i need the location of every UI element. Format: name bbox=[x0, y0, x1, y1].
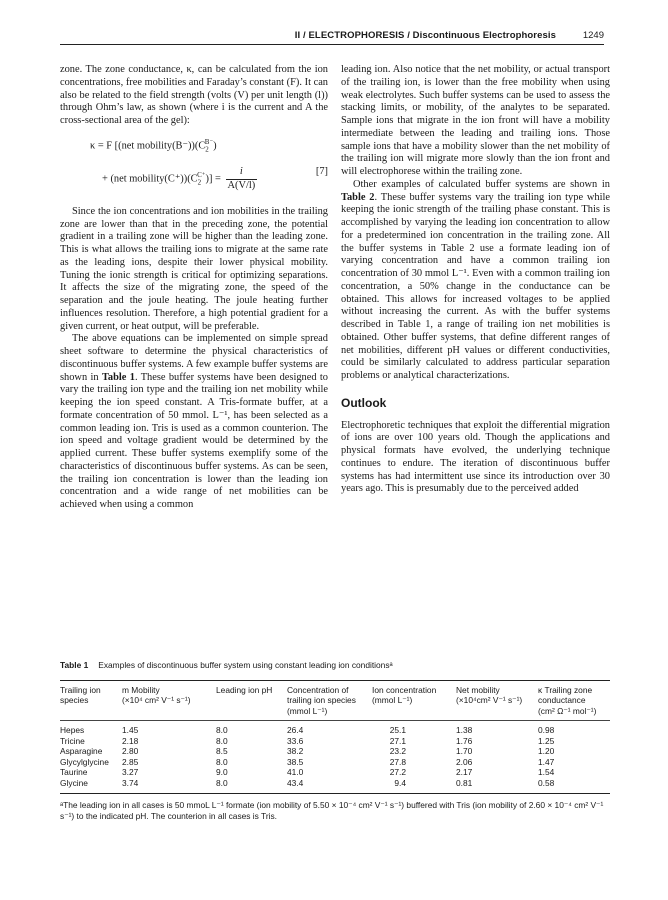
header-cell: Net mobility (×10⁴cm² V⁻¹ s⁻¹) bbox=[456, 684, 523, 705]
table-cell: 25.1 bbox=[389, 725, 406, 735]
table-cell: 23.2 bbox=[389, 746, 406, 756]
table-cell: 8.0 bbox=[216, 735, 228, 746]
running-title: II / ELECTROPHORESIS / Discontinuous Electrophoresis bbox=[294, 30, 556, 41]
left-column bbox=[60, 64, 328, 512]
table-row bbox=[60, 736, 610, 747]
table-cell: Glycylglycine bbox=[60, 756, 109, 767]
table-cell: 38.2 bbox=[287, 746, 304, 756]
left-paragraph-1: zone. The zone conductance, κ, can be calculated from the ion concentrations, free mobilities and Faraday’s constant (F). It can also be related to the field strength (volts (V) per unit length (l)) through Ohm’s law, as shown (where i is the current and A the cross-sectional area of the gel): bbox=[60, 64, 328, 126]
table-cell: Asparagine bbox=[60, 746, 103, 756]
table-header-row bbox=[60, 681, 610, 721]
right-paragraph-1: leading ion. Also notice that the net mobility, or actual transport of the trailing ion, is lower than the free mobility when using weak electrolytes. Such buffer systems can be used to assess the stacking limits, or mobility, of the analytes to be separated. Sample ions that migrate in the ion front will have a mobility intermediate between the leading and trailing ions. Those sample ions that have a mobility slower than the net mobility of the trailing ion will migrate more slowly than the ion front and will electrophorese within the trailing zone. bbox=[341, 64, 610, 177]
table-cell: 41.0 bbox=[287, 767, 304, 777]
header-cell: Trailing ion species bbox=[60, 684, 101, 705]
table-bottom-rule bbox=[60, 793, 610, 794]
table-cell: 1.47 bbox=[538, 756, 555, 767]
table-cell: 1.38 bbox=[456, 725, 473, 735]
right-paragraph-2: Other examples of calculated buffer systems are shown in Table 2. These buffer systems vary the trailing ion type while keeping the ionic strength of the trailing phase constant. This is accomplished by varying the leading ion concentration to allow for a predetermined ion concentration in the trailing zone. All the buffer systems in Table 2 use a formate leading ion of varying concentration and have a common trailing ion concentration of 30 mmol L⁻¹. Even with a common trailing ion concentration, a 50% change in the conductance can be obtained. This allows for increased voltages to be applied without increasing the current. As with the buffer systems described in Table 1, a range of trailing ion net mobilities is obtained. Other buffer systems, that define different ranges of net mobilities, different pH values or different conductivities, could be similarly calculated to address particular separation problems or analytical characterizations. bbox=[341, 178, 610, 381]
table-2-reference: Table 2 bbox=[341, 191, 375, 203]
table-cell: 8.0 bbox=[216, 725, 228, 735]
table-cell: 1.45 bbox=[122, 725, 139, 735]
equation-fraction: $\frac{i}{A(V/l)}$ bbox=[227, 165, 256, 191]
table-cell: Tricine bbox=[60, 735, 85, 746]
table-cell: 1.76 bbox=[456, 735, 473, 746]
table-cell: 2.06 bbox=[456, 756, 473, 767]
page-number: 1249 bbox=[582, 30, 604, 41]
table-row bbox=[60, 778, 610, 789]
table-cell: 2.80 bbox=[122, 746, 139, 756]
table-1-reference: Table 1 bbox=[101, 371, 135, 383]
table-cell: 3.74 bbox=[122, 777, 139, 788]
table-row bbox=[60, 767, 610, 778]
table-caption bbox=[60, 660, 610, 671]
equation-7 bbox=[60, 132, 328, 198]
table-cell: 27.8 bbox=[389, 756, 406, 767]
table-cell: 0.98 bbox=[538, 725, 555, 735]
table-cell: 8.0 bbox=[216, 756, 228, 767]
left-paragraph-3: The above equations can be implemented on simple spread sheet software to determine the physical characteristics of discontinuous buffer systems. A few example buffer systems are shown in Table 1. These buffer systems have been designed to vary the trailing ion type and the trailing ion net mobility while keeping the ion speed constant. A Tris-formate buffer, at a formate concentration of 50 mmol. L⁻¹, has been selected as a common leading ion. Tris is used as a common counterion. The ion speed and voltage gradient would be determined by the applied current. These buffer systems exemplify some of the characteristics of discontinuous buffer systems. As can be seen, the trailing ion concentration is lower than the leading ion concentration and a wide range of net mobilities can be achieved when using a common bbox=[60, 333, 328, 510]
table-cell: 1.70 bbox=[456, 746, 473, 756]
running-header bbox=[60, 30, 604, 45]
table-cell: Glycine bbox=[60, 777, 88, 788]
table-footnote: ᵃThe leading ion in all cases is 50 mmoL L⁻¹ formate (ion mobility of 5.50 × 10⁻⁴ cm² V⁻¹ s⁻¹) buffered with Tris (ion mobility of 2.60 × 10⁻⁴ cm² V⁻¹ s⁻¹) to the indicated pH. The counterion in all cases is Tris. bbox=[60, 800, 604, 821]
table-cell: 2.18 bbox=[122, 735, 139, 746]
table-row bbox=[60, 725, 610, 736]
table-cell: 1.25 bbox=[538, 735, 555, 746]
table-1 bbox=[60, 660, 610, 822]
table-cell: 0.58 bbox=[538, 777, 555, 788]
header-cell: Concentration of trailing ion species (mmol L⁻¹) bbox=[287, 684, 356, 716]
table-cell: 27.2 bbox=[389, 767, 406, 777]
table-cell: 8.0 bbox=[216, 777, 228, 788]
table-row bbox=[60, 746, 610, 757]
section-heading-outlook: Outlook bbox=[341, 395, 387, 410]
table-cell: 26.4 bbox=[287, 725, 304, 735]
table-cell: 0.81 bbox=[456, 777, 473, 788]
equation-line-1: κ = F [(net $mobility(B^-))(C_2^{B^-})$ bbox=[90, 137, 217, 154]
table-cell: 33.6 bbox=[287, 735, 304, 746]
table-cell: 1.20 bbox=[538, 746, 555, 756]
equation-number: [7] bbox=[315, 165, 328, 177]
table-label: Table 1 bbox=[60, 660, 89, 670]
table-cell: 2.85 bbox=[122, 756, 139, 767]
equation-line-2: + (net $mobility(C^+))(C_2^{C^+})$] = $\frac{i}{A(V/l)}$ bbox=[102, 165, 256, 191]
header-cell: m Mobility (×10⁴ cm² V⁻¹ s⁻¹) bbox=[122, 684, 191, 705]
header-cell: Ion concentration (mmol L⁻¹) bbox=[372, 684, 437, 705]
table-caption-text: Examples of discontinuous buffer system using constant leading ion conditionsᵃ bbox=[98, 660, 393, 670]
table-cell: 27.1 bbox=[389, 735, 406, 746]
table-cell: 38.5 bbox=[287, 756, 304, 767]
table-cell: 1.54 bbox=[538, 767, 555, 777]
table-row bbox=[60, 757, 610, 768]
right-column bbox=[341, 64, 610, 496]
table-cell: 9.0 bbox=[216, 767, 228, 777]
table-cell: 43.4 bbox=[287, 777, 304, 788]
header-cell: Leading ion pH bbox=[216, 684, 273, 695]
table-cell: Taurine bbox=[60, 767, 88, 777]
header-cell: κ Trailing zone conductance (cm² Ω⁻¹ mol⁻¹) bbox=[538, 684, 597, 716]
left-paragraph-2: Since the ion concentrations and ion mobilities in the trailing zone are lower than that in the preceding zone, the potential gradient in a trailing zone will be higher than the leading zone. This is what allows the trailing ions to migrate at the same rate as the leading ions, despite their lower physical mobility. Tuning the ionic strength is critical for optimizing separations. It affects the size of the migrating zone, the speed of the separation and the joule heating. The joule heating further influences resolution. Therefore, a high potential gradient for a given current, or heat output, will be preferable. bbox=[60, 205, 328, 332]
table-cell: 3.27 bbox=[122, 767, 139, 777]
right-paragraph-3: Electrophoretic techniques that exploit the differential migration of ions are over 100 years old. Though the applications and physical formats have evolved, the underlying technique continues to endure. The iteration of discontinuous buffer systems has had intermittent use since its introduction over 30 years ago. This is presumably due to the perceived added bbox=[341, 419, 610, 495]
table-cell: Hepes bbox=[60, 725, 85, 735]
table-cell: 2.17 bbox=[456, 767, 473, 777]
table-cell: 8.5 bbox=[216, 746, 228, 756]
table-body bbox=[60, 721, 610, 793]
table-cell: 9.4 bbox=[394, 777, 406, 788]
